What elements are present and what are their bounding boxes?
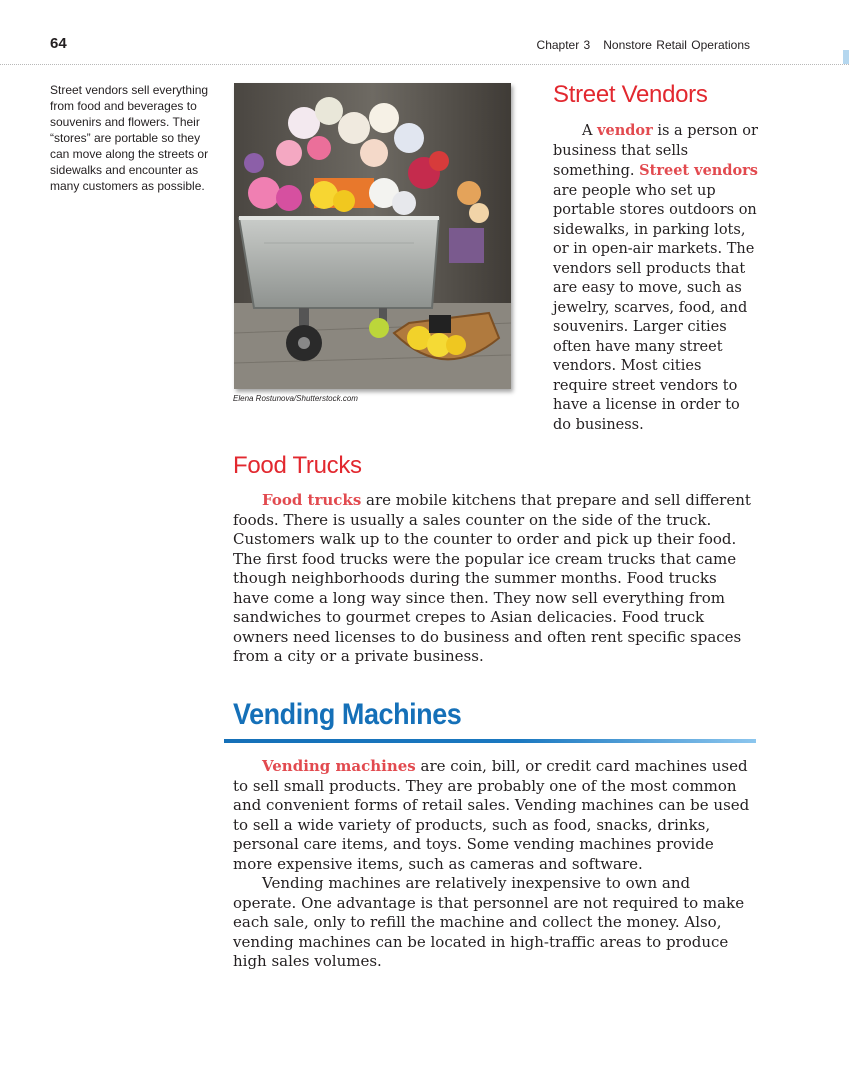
vending-machines-heading: Vending Machines xyxy=(233,698,462,731)
vending-paragraph-1 xyxy=(233,757,753,874)
vending-paragraph-2: Vending machines are relatively inexpensive to own and operate. One advantage is that personnel are not required to make each sale, only to refill the machine and collect the money. Also, vending machines can be located in high-traffic areas to produce high sales volumes. xyxy=(233,874,745,970)
food-trucks-paragraph xyxy=(233,491,753,667)
header-divider xyxy=(0,64,849,66)
chapter-label: Chapter 3 xyxy=(536,38,591,52)
text-run: are mobile kitchens that prepare and sell different foods. There is usually a sales counter on the side of the truck. Customers walk up to the counter to order and pick up their food. The first food trucks were the popular ice cream trucks that came though neighborhoods during the summer months. Food trucks have come a long way since then. They now sell everything from sandwiches to gourmet crepes to Asian delicacies. Food truck owners need licenses to do business and often rent specific spaces from a city or a private business. xyxy=(233,491,751,665)
text-run: is a person or business that sells something. xyxy=(553,123,758,179)
street-vendors-body xyxy=(553,121,758,435)
street-vendors-heading: Street Vendors xyxy=(553,81,708,108)
page-number: 64 xyxy=(50,35,67,52)
chapter-title: Nonstore Retail Operations xyxy=(603,38,750,52)
food-trucks-body xyxy=(233,491,753,667)
term-vending-machines: Vending machines xyxy=(262,757,416,775)
header-accent-bar xyxy=(843,50,849,64)
photo-credit: Elena Rostunova/Shutterstock.com xyxy=(233,394,358,403)
photo-caption: Street vendors sell everything from food and beverages to souvenirs and flowers. Their “stores” are portable so they can move along the streets or sidewalks and encounter as many customers as possible. xyxy=(50,83,209,193)
text-run: are people who set up portable stores outdoors on sidewalks, in parking lots, or in open-air markets. The vendors sell products that are easy to move, such as jewelry, scarves, food, and souvenirs. Larger cities often have many street vendors. Most cities require street vendors to have a license in order to do business. xyxy=(553,182,757,433)
flower-cart-photo xyxy=(234,83,511,389)
food-trucks-heading: Food Trucks xyxy=(233,452,362,479)
running-head xyxy=(537,38,750,52)
text-run: A xyxy=(582,123,598,139)
street-vendors-paragraph xyxy=(553,121,758,435)
text-run: are coin, bill, or credit card machines used to sell small products. They are probably one of the most common and convenient forms of retail sales. Vending machines can be used to sell a wide variety of products, such as food, snacks, drinks, personal care items, and toys. Some vending machines provide more expensive items, such as cameras and software. xyxy=(233,757,750,873)
section-rule xyxy=(224,739,756,743)
vending-machines-body xyxy=(233,757,753,972)
term-street-vendors: Street vendors xyxy=(639,162,758,179)
term-vendor: vendor xyxy=(597,122,653,139)
term-food-trucks: Food trucks xyxy=(262,491,362,509)
page-header xyxy=(0,0,849,64)
flower-cart-illustration xyxy=(234,83,511,389)
